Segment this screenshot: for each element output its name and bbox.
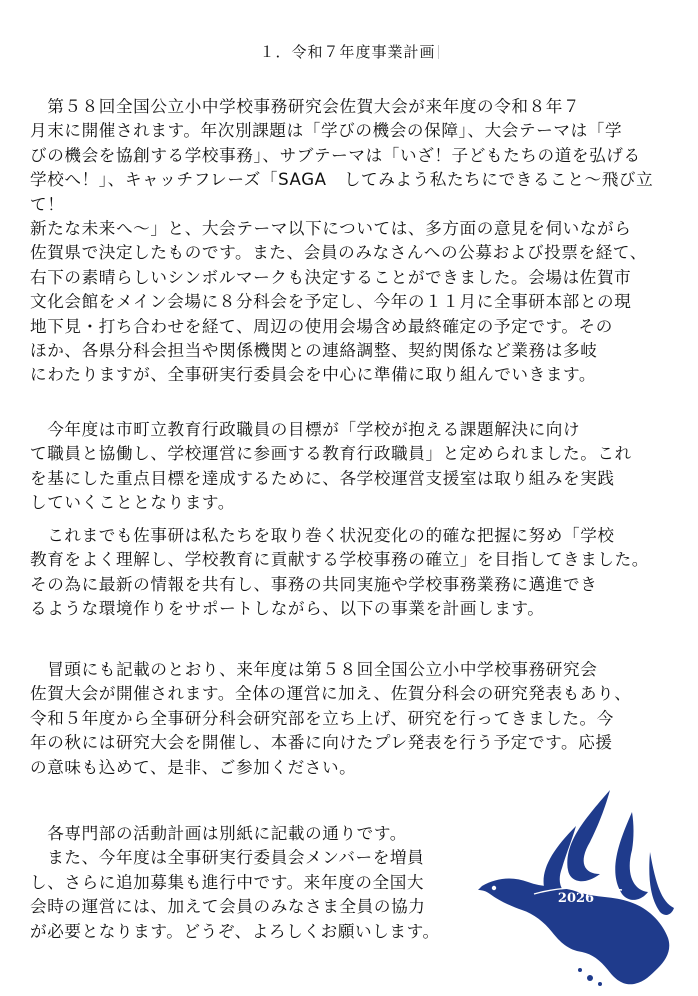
paragraph-research: 冒頭にも記載のとおり、来年度は第５８回全国公立小中学校事務研究会 佐賀大会が開催されます。全体の運営に加え、佐賀分科会の研究発表もあり、 令和５年度から全事研分科会研究部を立ち上げ、研究を行ってきました。今 年の秋には研究大会を開催し、本番に向けたプレ発表を行う予定です。応援 の意味も込めて、是非、ご参加ください。: [30, 660, 632, 777]
paragraph-goals: 今年度は市町立教育行政職員の目標が「学校が抱える課題解決に向け て職員と協働し、学校運営に参画する教育行政職員」と定められました。これ を基にした重点目標を達成するために、各学校運営支援室は取り組みを実践 していくこととなります。: [30, 420, 632, 513]
logo-island: [587, 975, 593, 981]
section-heading-text: １．令和７年度事業計画: [259, 43, 436, 61]
logo-wing-stroke: [649, 852, 674, 915]
logo-island: [598, 982, 602, 986]
logo-year: 2026: [557, 891, 595, 906]
logo-island: [578, 968, 582, 972]
logo-wing-stroke: [615, 812, 648, 900]
logo-wing-stroke: [567, 790, 610, 881]
text-cursor: [438, 45, 439, 59]
symbol-mark-logo: [472, 782, 682, 988]
section-heading: [0, 42, 698, 62]
paragraph-committee: 各専門部の活動計画は別紙に記載の通りです。 また、今年度は全事研実行委員会メンバーを増員 し、さらに追加募集も進行中です。来年度の全国大 会時の運営には、加えて会員のみなさま全員の協力 が必要となります。どうぞ、よろしくお願いします。: [30, 824, 440, 941]
logo-saga-text: SAGA: [605, 842, 639, 855]
logo-bird-eye: [492, 886, 496, 890]
paragraph-plan: これまでも佐事研は私たちを取り巻く状況変化の的確な把握に努め「学校 教育をよく理解し、学校教育に貢献する学校事務の確立」を目指してきました。 その為に最新の情報を共有し、事務の共同実施や学校事務業務に邁進でき るような環境作りをサポートしながら、以下の事業を計画します。: [30, 526, 649, 619]
paragraph-convention: 第５８回全国公立小中学校事務研究会佐賀大会が来年度の令和８年７ 月末に開催されます。年次別課題は「学びの機会の保障」、大会テーマは「学 びの機会を協創する学校事務」、サブテーマは「いざ！子どもたちの道を弘げる 学校へ！」、キャッチフレーズ「SAGA してみよう私たちにできること～飛び立て！ 新たな未来へ～」と、大会テーマ以下については、多方面の意見を伺いながら 佐賀県で決定したものです。また、会員のみなさんへの公募および投票を経て、 右下の素晴らしいシンボルマークも決定することができました。会場は佐賀市 文化会館をメイン会場に８分科会を予定し、今年の１１月に全事研本部との現 地下見・打ち合わせを経て、周辺の使用会場含め最終確定の予定です。その ほか、各県分科会担当や関係機関との連絡調整、契約関係など業務は多岐 にわたりますが、全事研実行委員会を中心に準備に取り組んでいきます。: [30, 97, 654, 385]
